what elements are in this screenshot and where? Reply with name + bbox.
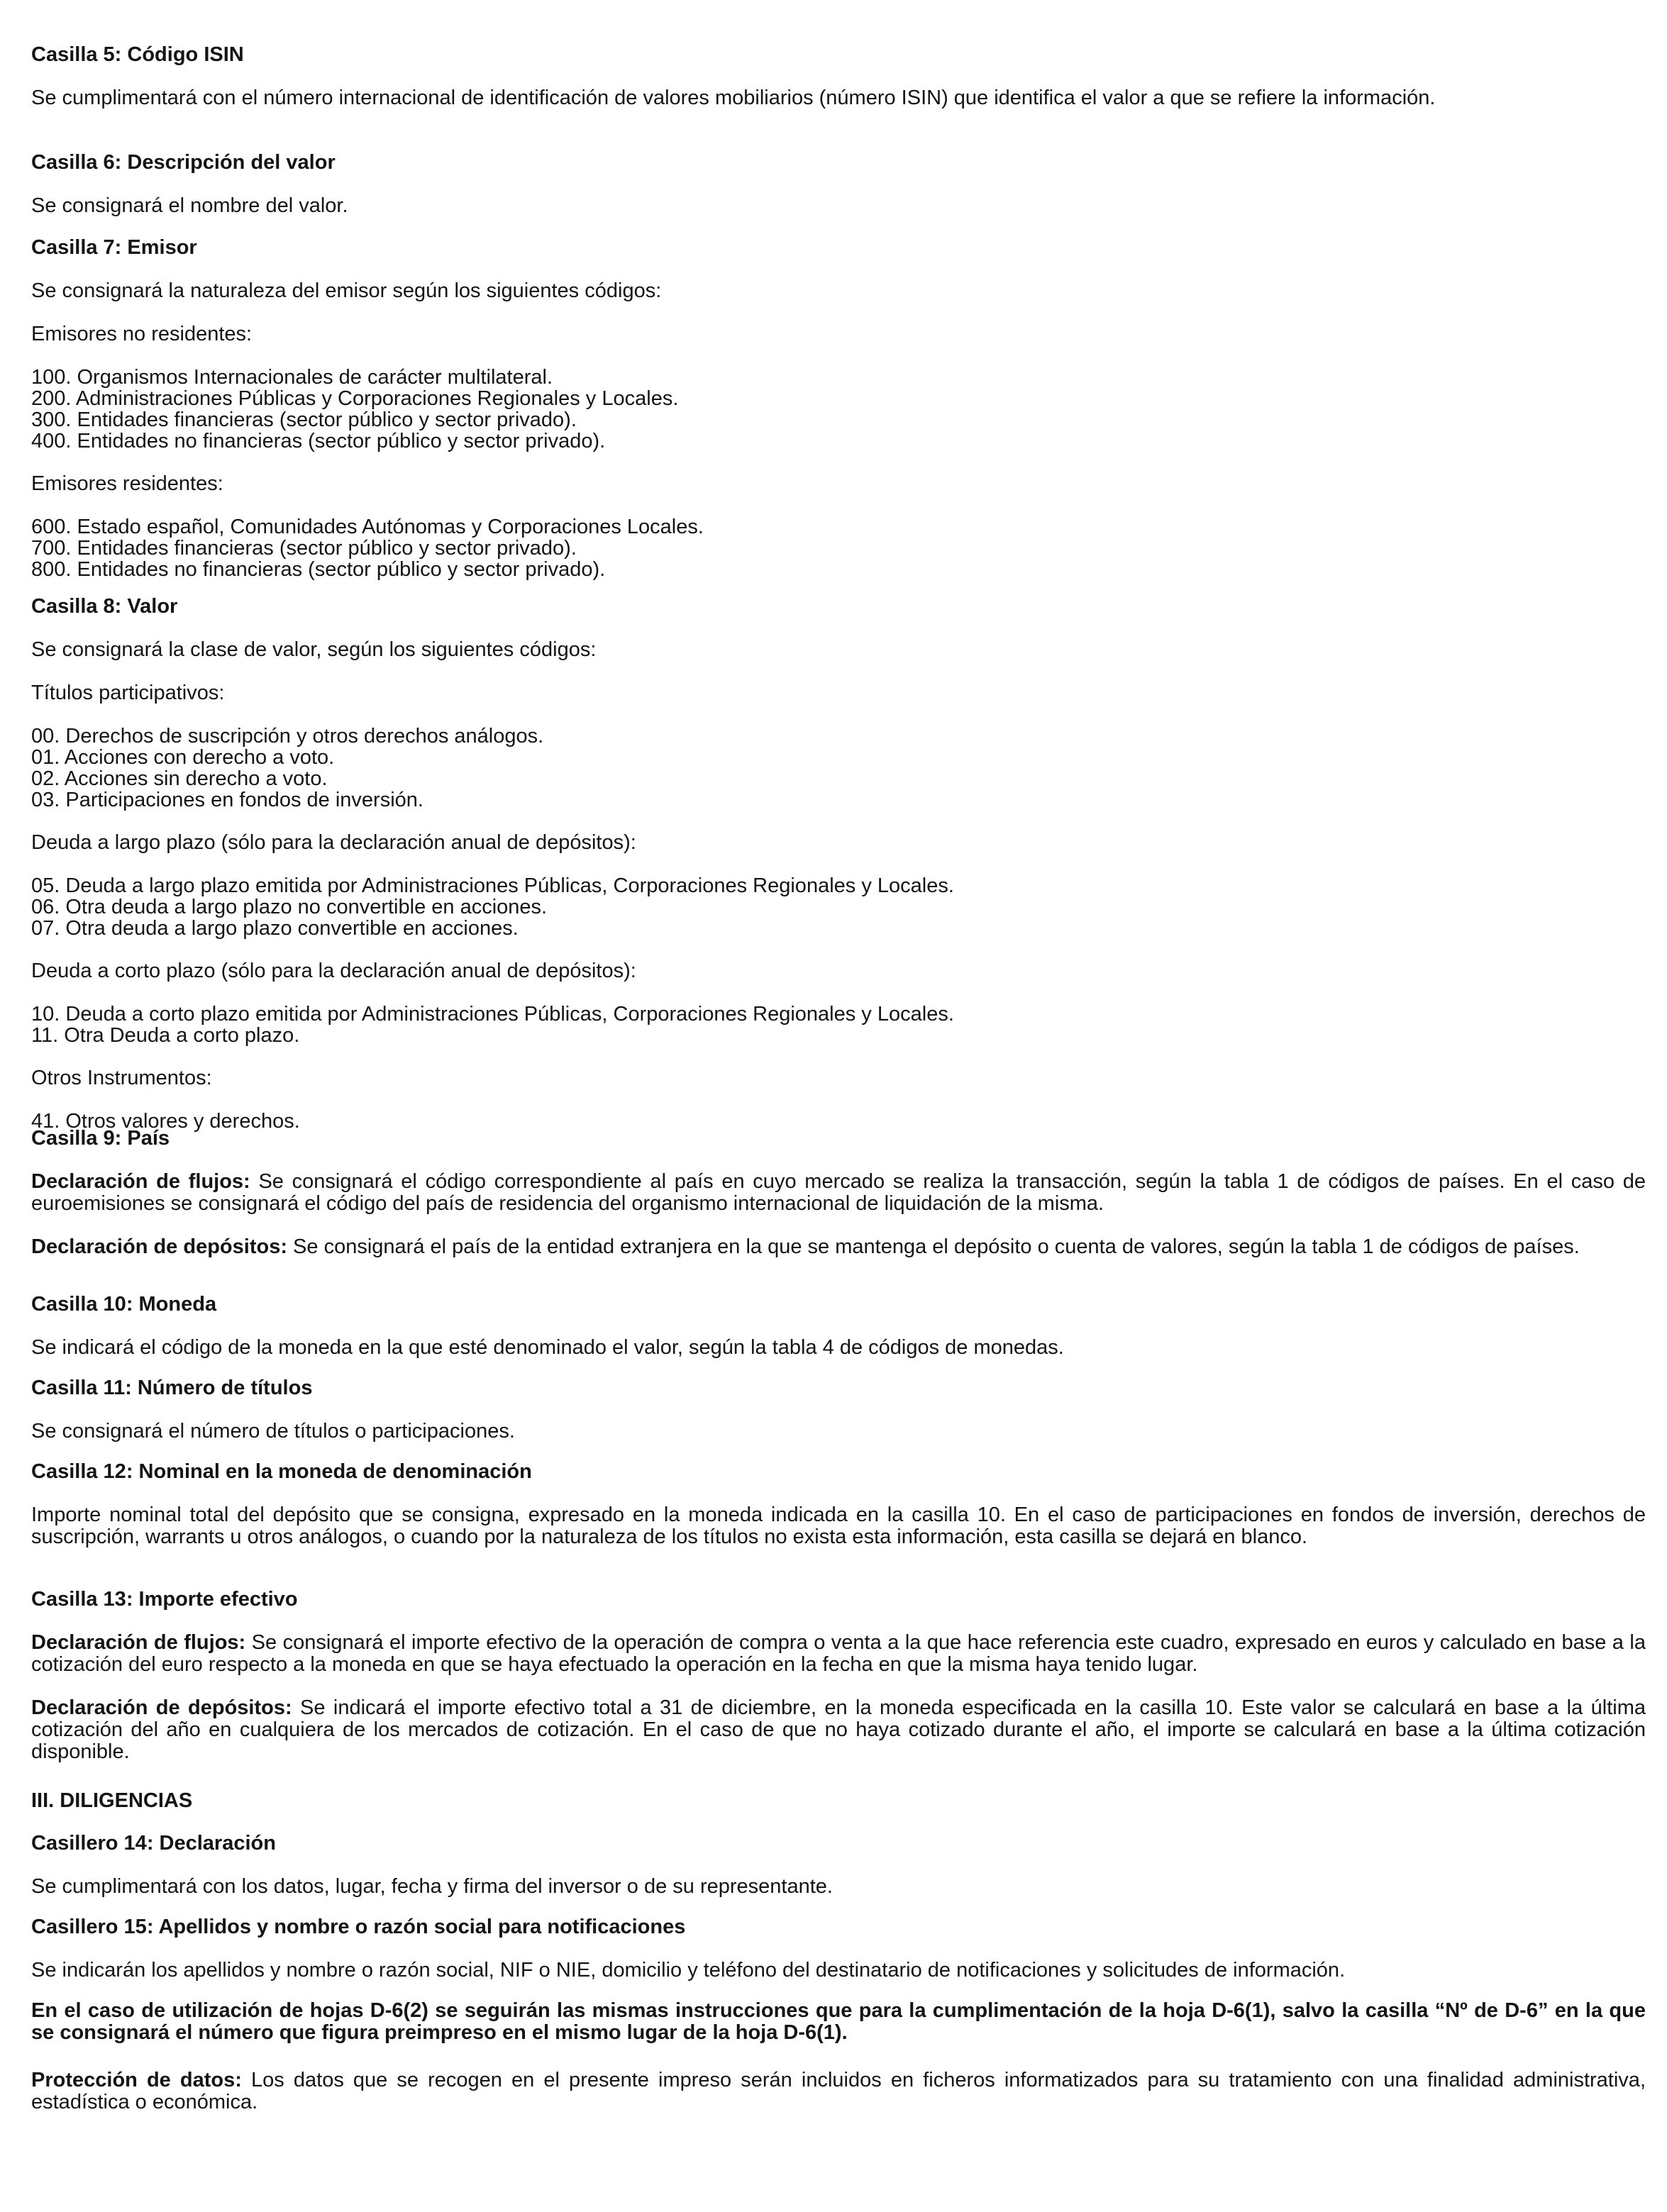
section-casilla-13 <box>31 1589 1646 1763</box>
code-list <box>31 1004 1646 1046</box>
section-diligencias <box>31 1790 1646 1812</box>
section-text: Se consignará el nombre del valor. <box>31 194 348 217</box>
list-item: 02. Acciones sin derecho a voto. <box>31 767 328 790</box>
section-casilla-10 <box>31 1294 1646 1359</box>
section-casilla-8 <box>31 596 1646 1132</box>
list-item: 06. Otra deuda a largo plazo no convertible en acciones. <box>31 896 548 918</box>
depositos-label: Declaración de depósitos: <box>31 1235 287 1258</box>
section-heading: Casilla 9: País <box>31 1127 170 1150</box>
code-list <box>31 726 1646 811</box>
section-text: Se consignará la clase de valor, según los siguientes códigos: <box>31 638 597 661</box>
group-label: Títulos participativos: <box>31 682 225 704</box>
section-heading: Casilla 6: Descripción del valor <box>31 151 336 174</box>
list-item: 300. Entidades financieras (sector público y sector privado). <box>31 409 577 431</box>
group-label: Emisores no residentes: <box>31 323 253 345</box>
section-heading: Casilla 8: Valor <box>31 595 178 618</box>
section-text: Se cumplimentará con el número internacional de identificación de valores mobiliarios (número ISIN) que identifica el valor a que se refiere la información. <box>31 87 1436 109</box>
depositos-text: Se consignará el país de la entidad extranjera en la que se mantenga el depósito o cuenta de valores, según la tabla 1 de códigos de países. <box>287 1235 1580 1258</box>
section-text: Se indicarán los apellidos y nombre o razón social, NIF o NIE, domicilio y teléfono del destinatario de notificaciones y solicitudes de información. <box>31 1959 1346 1982</box>
flujos-paragraph <box>31 1171 1646 1215</box>
list-item: 41. Otros valores y derechos. <box>31 1110 300 1133</box>
section-heading: Casilla 12: Nominal en la moneda de denominación <box>31 1460 532 1483</box>
section-hojas-note <box>31 2000 1646 2044</box>
code-list <box>31 367 1646 452</box>
section-text: Se cumplimentará con los datos, lugar, fecha y firma del inversor o de su representante. <box>31 1875 833 1898</box>
hojas-note-text: En el caso de utilización de hojas D-6(2) se seguirán las mismas instrucciones que para la cumplimentación de la hoja D-6(1), salvo la casilla “Nº de D-6” en la que se consignará el número que figura preimpreso en el mismo lugar de la hoja D-6(1). <box>31 1999 1646 2044</box>
code-list <box>31 516 1646 580</box>
section-casilla-7 <box>31 237 1646 580</box>
proteccion-paragraph <box>31 2069 1646 2113</box>
group-label: Deuda a corto plazo (sólo para la declaración anual de depósitos): <box>31 960 636 982</box>
section-casillero-15 <box>31 1916 1646 1982</box>
flujos-label: Declaración de flujos: <box>31 1170 250 1193</box>
flujos-text: Se consignará el importe efectivo de la operación de compra o venta a la que hace referencia este cuadro, expresado en euros y calculado en base a la cotización del euro respecto a la moneda en que se haya efectuado la operación en la fecha en que la misma haya tenido lugar. <box>31 1631 1646 1676</box>
section-casilla-6 <box>31 152 1646 217</box>
list-item: 100. Organismos Internacionales de carácter multilateral. <box>31 366 553 389</box>
flujos-paragraph <box>31 1632 1646 1676</box>
flujos-text: Se consignará el código correspondiente al país en cuyo mercado se realiza la transacción, según la tabla 1 de códigos de países. En el caso de euroemisiones se consignará el código del país de residencia del organismo internacional de liquidación de la misma. <box>31 1170 1646 1215</box>
depositos-paragraph <box>31 1697 1646 1763</box>
depositos-paragraph <box>31 1236 1646 1258</box>
section-text: Se consignará el número de títulos o participaciones. <box>31 1420 515 1443</box>
section-heading: Casilla 7: Emisor <box>31 236 197 259</box>
list-item: 01. Acciones con derecho a voto. <box>31 746 335 769</box>
flujos-label: Declaración de flujos: <box>31 1631 246 1654</box>
section-proteccion-datos <box>31 2069 1646 2113</box>
code-list <box>31 875 1646 939</box>
section-casilla-12 <box>31 1461 1646 1548</box>
section-text: Se indicará el código de la moneda en la que esté denominado el valor, según la tabla 4 de códigos de monedas. <box>31 1336 1064 1359</box>
section-heading: Casilla 11: Número de títulos <box>31 1377 313 1399</box>
group-label: Emisores residentes: <box>31 472 223 495</box>
list-item: 00. Derechos de suscripción y otros derechos análogos. <box>31 725 544 747</box>
section-casilla-5 <box>31 44 1646 109</box>
section-text: Importe nominal total del depósito que se consigna, expresado en la moneda indicada en la casilla 10. En el caso de participaciones en fondos de inversión, derechos de suscripción, warrants u otros análogos, o cuando por la naturaleza de los títulos no exista esta información, esta casilla se dejará en blanco. <box>31 1504 1646 1548</box>
depositos-text: Se indicará el importe efectivo total a 31 de diciembre, en la moneda especificada en la casilla 10. Este valor se calculará en base a la última cotización del año en cualquiera de los mercados de cotización. En el caso de que no haya cotizado durante el año, el importe se calculará en base a la última cotización disponible. <box>31 1696 1646 1763</box>
list-item: 700. Entidades financieras (sector público y sector privado). <box>31 537 577 560</box>
section-text: Se consignará la naturaleza del emisor según los siguientes códigos: <box>31 279 662 302</box>
list-item: 11. Otra Deuda a corto plazo. <box>31 1024 300 1047</box>
list-item: 10. Deuda a corto plazo emitida por Administraciones Públicas, Corporaciones Regionales y Locales. <box>31 1003 954 1026</box>
list-item: 05. Deuda a largo plazo emitida por Administraciones Públicas, Corporaciones Regionales y Locales. <box>31 874 954 897</box>
list-item: 03. Participaciones en fondos de inversión. <box>31 789 423 811</box>
section-heading: Casilla 13: Importe efectivo <box>31 1588 298 1611</box>
proteccion-text: Los datos que se recogen en el presente impreso serán incluidos en ficheros informatizados para su tratamiento con una finalidad administrativa, estadística o económica. <box>31 2069 1646 2113</box>
section-heading: III. DILIGENCIAS <box>31 1789 193 1812</box>
section-heading: Casilla 10: Moneda <box>31 1293 217 1316</box>
list-item: 400. Entidades no financieras (sector público y sector privado). <box>31 430 606 452</box>
list-item: 800. Entidades no financieras (sector público y sector privado). <box>31 558 606 581</box>
group-label: Otros Instrumentos: <box>31 1067 212 1089</box>
section-heading: Casilla 5: Código ISIN <box>31 43 244 66</box>
section-heading: Casillero 15: Apellidos y nombre o razón social para notificaciones <box>31 1916 686 1938</box>
section-casilla-9 <box>31 1128 1646 1258</box>
proteccion-label: Protección de datos: <box>31 2069 242 2091</box>
group-label: Deuda a largo plazo (sólo para la declaración anual de depósitos): <box>31 831 636 854</box>
list-item: 200. Administraciones Públicas y Corporaciones Regionales y Locales. <box>31 387 679 410</box>
depositos-label: Declaración de depósitos: <box>31 1696 292 1719</box>
section-heading: Casillero 14: Declaración <box>31 1832 276 1855</box>
list-item: 07. Otra deuda a largo plazo convertible en acciones. <box>31 917 519 940</box>
section-casillero-14 <box>31 1833 1646 1898</box>
section-casilla-11 <box>31 1377 1646 1443</box>
list-item: 600. Estado español, Comunidades Autónomas y Corporaciones Locales. <box>31 516 704 538</box>
